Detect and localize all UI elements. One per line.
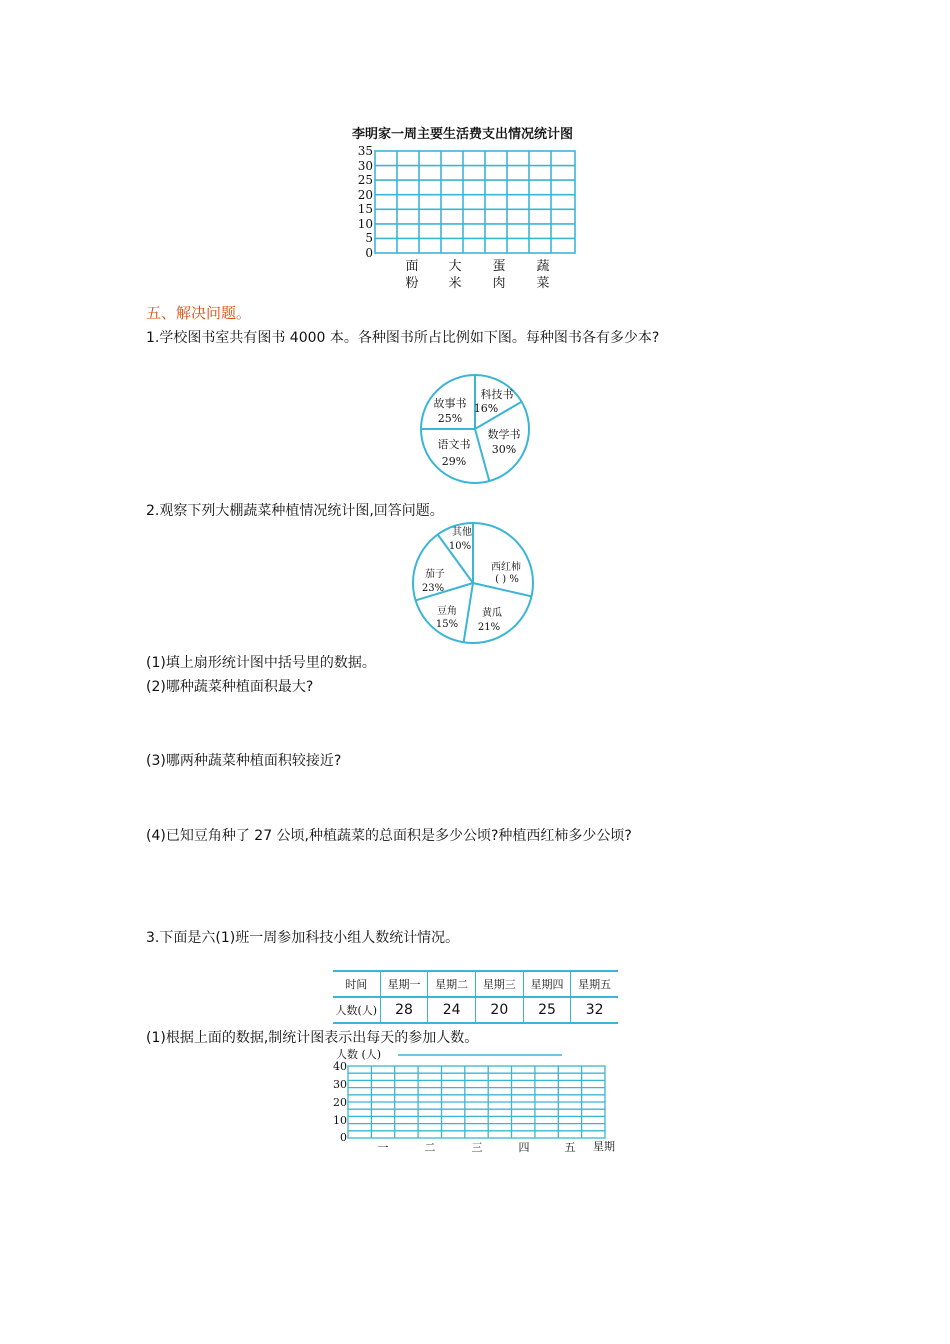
table-cell: 20 [475,997,523,1023]
table-header-row [333,971,618,997]
x-label: 蛋 [492,259,506,274]
pie-value-other: 10% [448,541,472,552]
x-label: 菜 [536,276,550,291]
table-header: 星期四 [523,971,571,997]
table-cell: 32 [571,997,618,1023]
pie-chart-vegetables [410,520,536,646]
table-header: 时间 [333,971,380,997]
x-label: 蔬 [536,259,550,274]
pie-chart-books [418,372,532,486]
question-2-sub3: (3)哪两种蔬菜种植面积较接近? [146,753,342,769]
pie-label-tomato: 西红柿 [491,562,521,573]
x-label: 大 [448,259,462,274]
x-tick: 四 [518,1141,530,1154]
question-1: 1.学校图书室共有图书 4000 本。各种图书所占比例如下图。每种图书各有多少本? [146,330,660,346]
question-3: 3.下面是六(1)班一周参加科技小组人数统计情况。 [146,930,460,946]
table-cell: 人数(人) [333,997,380,1023]
y-tick: 30 [357,159,373,173]
pie-value-chinese: 29% [441,455,467,468]
pie-label-math: 数学书 [487,428,521,441]
x-tick: 一 [377,1141,389,1154]
y-tick: 20 [333,1096,347,1109]
table-row [333,997,618,1023]
pie-label-other: 其他 [452,527,472,538]
pie-value-eggplant: 23% [421,583,445,594]
y-tick: 30 [333,1078,347,1091]
y-axis-label: 人数 (人) [336,1048,382,1061]
y-tick: 15 [357,202,373,216]
y-tick: 10 [357,217,373,231]
table-cell: 28 [380,997,428,1023]
question-3-sub1: (1)根据上面的数据,制统计图表示出每天的参加人数。 [146,1030,479,1046]
pie-label-eggplant: 茄子 [425,569,445,580]
question-2: 2.观察下列大棚蔬菜种植情况统计图,回答问题。 [146,503,444,519]
x-tick: 三 [471,1141,483,1154]
question-2-sub2: (2)哪种蔬菜种植面积最大? [146,679,314,695]
table-cell: 25 [523,997,571,1023]
y-tick: 20 [357,188,373,202]
pie-value-cucumber: 21% [477,622,501,633]
x-label: 米 [448,276,462,291]
section-title: 五、解决问题。 [146,304,252,322]
x-tick: 五 [564,1141,576,1154]
y-tick: 5 [365,231,373,245]
x-tick: 二 [424,1141,436,1154]
attendance-table [333,970,618,1024]
chart1-grid [345,144,585,294]
pie-label-science: 科技书 [480,388,514,401]
y-tick: 10 [333,1114,347,1127]
pie-label-chinese: 语文书 [437,438,471,451]
pie-label-cucumber: 黄瓜 [482,608,502,619]
pie-label-bean: 豆角 [437,606,457,617]
y-tick: 0 [365,246,373,260]
table-header: 星期五 [571,971,618,997]
x-label: 肉 [492,276,506,291]
pie-value-story: 25% [437,412,463,425]
y-tick: 0 [340,1131,347,1144]
pie-value-tomato: ( ) % [495,574,519,585]
pie-value-science: 16% [473,402,499,415]
table-header: 星期一 [380,971,428,997]
y-tick: 40 [333,1060,347,1073]
x-label: 粉 [405,276,419,291]
x-label: 面 [405,259,419,274]
y-tick: 35 [357,144,373,158]
chart2-grid [330,1044,630,1159]
y-tick: 25 [357,173,373,187]
question-2-sub1: (1)填上扇形统计图中括号里的数据。 [146,655,376,671]
pie-label-story: 故事书 [433,397,467,410]
table-header: 星期三 [475,971,523,997]
pie-value-math: 30% [491,443,517,456]
table-header: 星期二 [428,971,476,997]
table-cell: 24 [428,997,476,1023]
x-axis-label: 星期 [593,1140,615,1153]
pie-value-bean: 15% [435,619,459,630]
chart1-title: 李明家一周主要生活费支出情况统计图 [352,127,574,142]
question-2-sub4: (4)已知豆角种了 27 公顷,种植蔬菜的总面积是多少公顷?种植西红柿多少公顷? [146,828,632,844]
